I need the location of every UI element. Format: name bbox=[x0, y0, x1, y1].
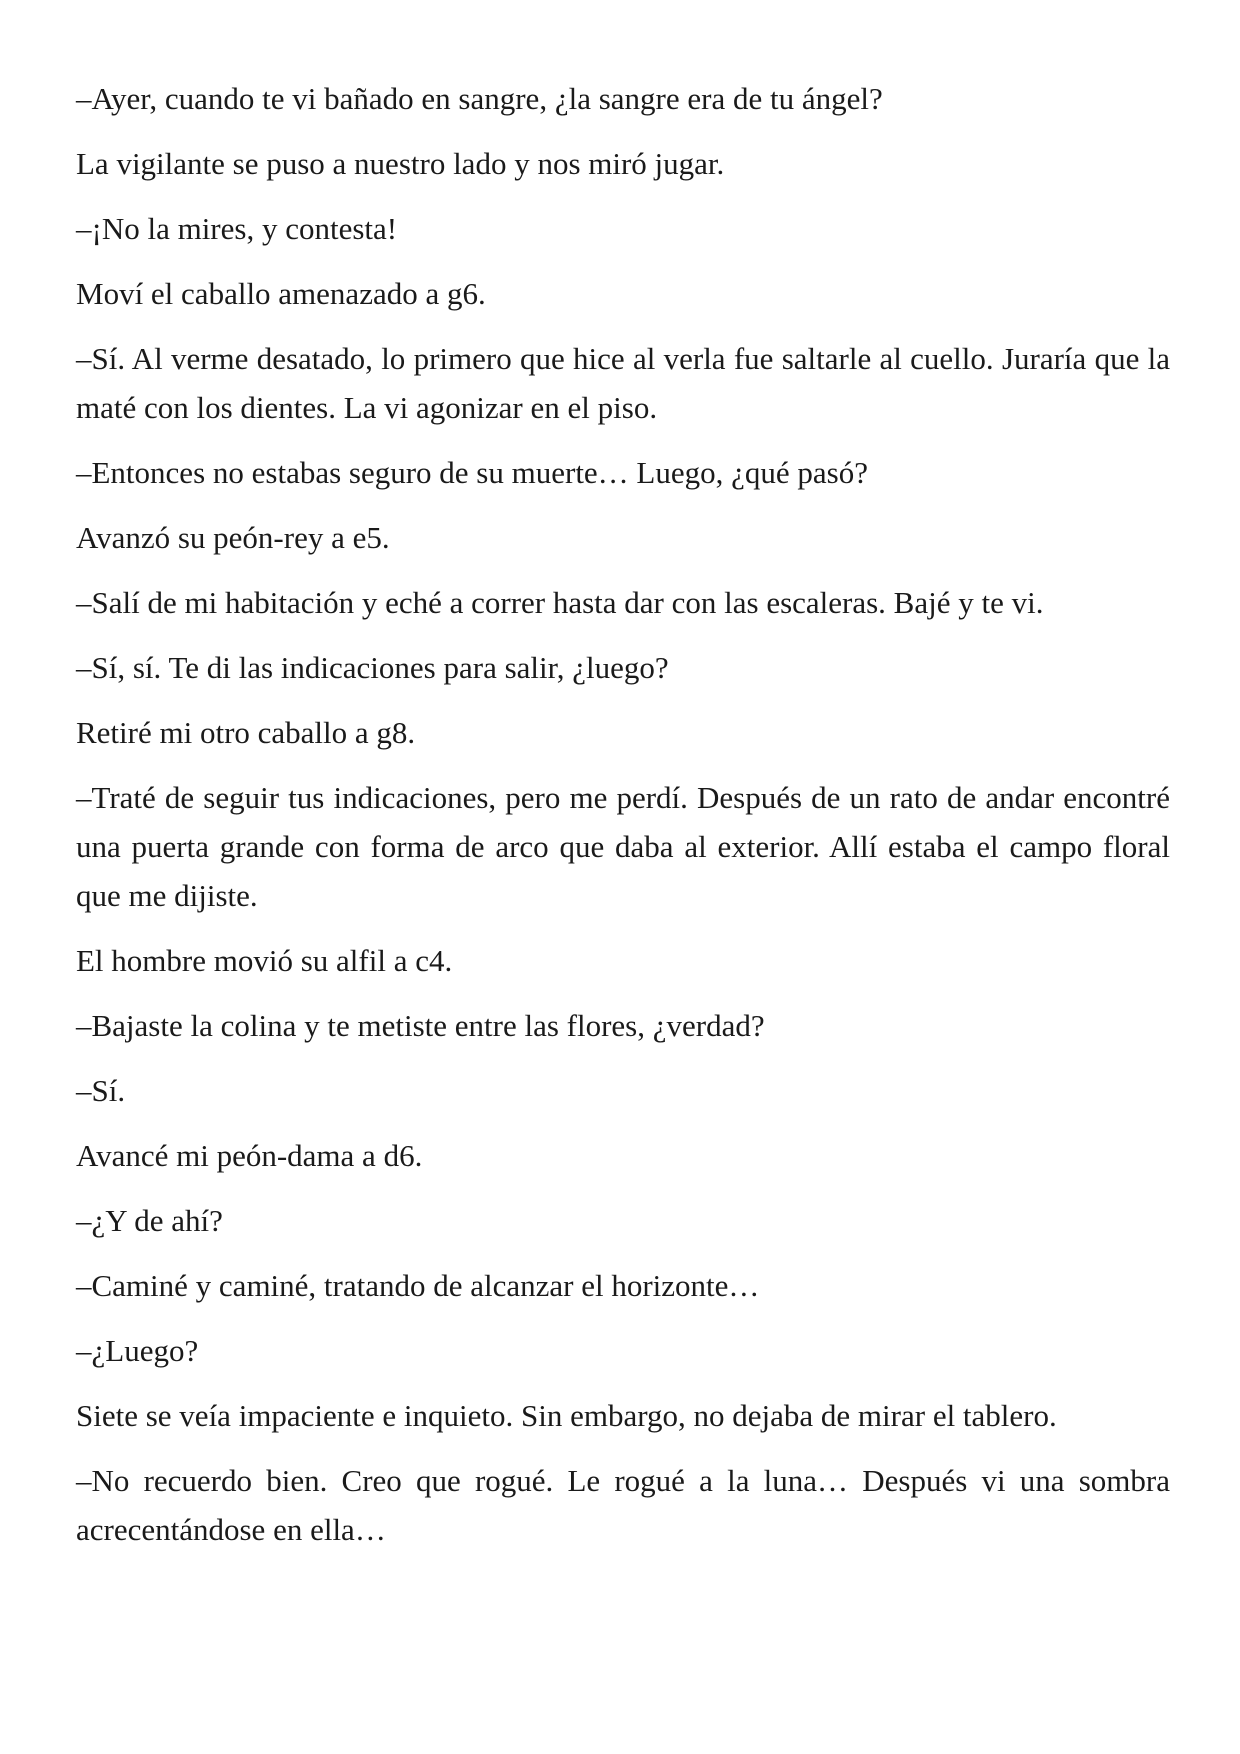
paragraph: El hombre movió su alfil a c4. bbox=[76, 943, 453, 978]
paragraph: Avanzó su peón-rey a e5. bbox=[76, 520, 390, 555]
paragraph: –No recuerdo bien. Creo que rogué. Le rogué a la luna… Después vi una sombra acrecentándose en ella… bbox=[76, 1463, 1170, 1547]
paragraph: Siete se veía impaciente e inquieto. Sin embargo, no dejaba de mirar el tablero. bbox=[76, 1398, 1057, 1433]
paragraph: Retiré mi otro caballo a g8. bbox=[76, 715, 416, 750]
document-page bbox=[76, 74, 1170, 1570]
paragraph: –Traté de seguir tus indicaciones, pero me perdí. Después de un rato de andar encontré una puerta grande con forma de arco que daba al exterior. Allí estaba el campo floral que me dijiste. bbox=[76, 780, 1170, 913]
paragraph: –¡No la mires, y contesta! bbox=[76, 211, 398, 246]
paragraph: –Bajaste la colina y te metiste entre las flores, ¿verdad? bbox=[76, 1008, 765, 1043]
paragraph: –Ayer, cuando te vi bañado en sangre, ¿la sangre era de tu ángel? bbox=[76, 81, 883, 116]
paragraph: La vigilante se puso a nuestro lado y nos miró jugar. bbox=[76, 146, 725, 181]
paragraph: –Sí, sí. Te di las indicaciones para salir, ¿luego? bbox=[76, 650, 669, 685]
paragraph: –Caminé y caminé, tratando de alcanzar el horizonte… bbox=[76, 1268, 760, 1303]
paragraph: Moví el caballo amenazado a g6. bbox=[76, 276, 486, 311]
paragraph: –¿Y de ahí? bbox=[76, 1203, 223, 1238]
paragraph: –Entonces no estabas seguro de su muerte… Luego, ¿qué pasó? bbox=[76, 455, 868, 490]
paragraph: –¿Luego? bbox=[76, 1333, 199, 1368]
paragraph: –Sí. Al verme desatado, lo primero que hice al verla fue saltarle al cuello. Juraría que la maté con los dientes. La vi agonizar en el piso. bbox=[76, 341, 1170, 425]
paragraph: Avancé mi peón-dama a d6. bbox=[76, 1138, 423, 1173]
paragraph: –Sí. bbox=[76, 1073, 126, 1108]
paragraph: –Salí de mi habitación y eché a correr hasta dar con las escaleras. Bajé y te vi. bbox=[76, 585, 1044, 620]
